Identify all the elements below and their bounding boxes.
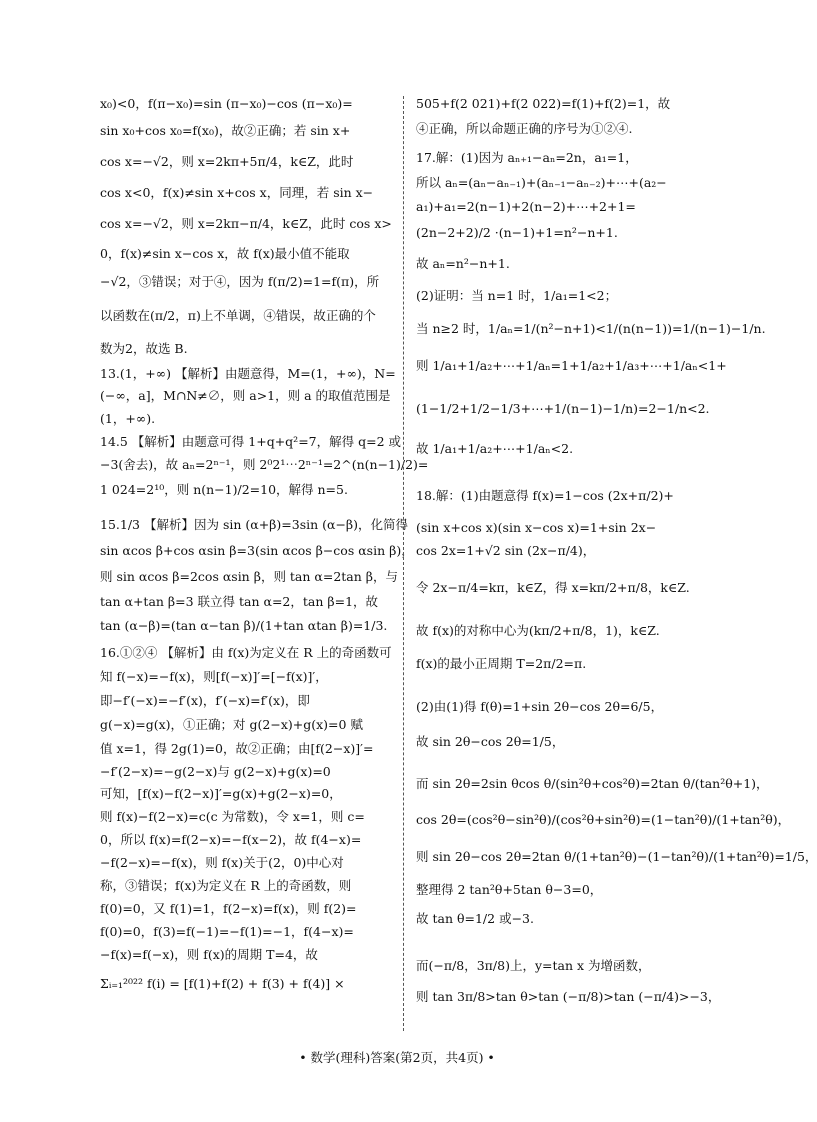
text-line: 则 sin αcos β=2cos αsin β，则 tan α=2tan β，与: [100, 569, 399, 584]
text-line: 则 sin 2θ−cos 2θ=2tan θ/(1+tan²θ)−(1−tan²θ)/(1+tan²θ)=1/5，: [416, 849, 817, 864]
text-line: 故 aₙ=n²−n+1.: [416, 256, 510, 271]
text-line: cos x<0，f(x)≠sin x+cos x，同理，若 sin x−: [100, 185, 374, 200]
text-line: ④正确，所以命题正确的序号为①②④.: [416, 121, 633, 136]
text-line: 可知，[f(x)−f(2−x)]′=g(x)+g(2−x)=0，: [100, 786, 342, 801]
text-line: Σᵢ₌₁²⁰²² f(i) = [f(1)+f(2) + f(3) + f(4)] ×: [100, 976, 345, 991]
text-line: 故 sin 2θ−cos 2θ=1/5，: [416, 734, 565, 749]
text-line: (2)由(1)得 f(θ)=1+sin 2θ−cos 2θ=6/5，: [416, 699, 664, 714]
text-line: x₀)<0，f(π−x₀)=sin (π−x₀)−cos (π−x₀)=: [100, 96, 353, 111]
text-line: tan α+tan β=3 联立得 tan α=2，tan β=1，故: [100, 594, 379, 609]
text-line: (−∞，a]，M∩N≠∅，则 a>1，则 a 的取值范围是: [100, 388, 391, 403]
text-line: cos 2θ=(cos²θ−sin²θ)/(cos²θ+sin²θ)=(1−tan²θ)/(1+tan²θ)，: [416, 812, 791, 827]
text-line: sin αcos β+cos αsin β=3(sin αcos β−cos αsin β)，: [100, 543, 414, 558]
text-line: −f′(2−x)=−g(2−x)与 g(2−x)+g(x)=0: [100, 764, 331, 779]
text-line: f(0)=0，f(3)=f(−1)=−f(1)=−1，f(4−x)=: [100, 924, 354, 939]
text-line: −√2，③错误；对于④，因为 f(π/2)=1=f(π)，所: [100, 274, 380, 289]
text-line: −f(x)=f(−x)，则 f(x)的周期 T=4，故: [100, 947, 318, 962]
column-divider: [403, 96, 404, 1031]
text-line: 505+f(2 021)+f(2 022)=f(1)+f(2)=1，故: [416, 96, 671, 111]
text-line: 故 1/a₁+1/a₂+⋯+1/aₙ<2.: [416, 441, 574, 456]
text-line: 14.5 【解析】由题意可得 1+q+q²=7，解得 q=2 或: [100, 434, 401, 449]
text-line: 整理得 2 tan²θ+5tan θ−3=0，: [416, 882, 603, 897]
text-line: 则 f(x)−f(2−x)=c(c 为常数)，令 x=1，则 c=: [100, 809, 365, 824]
text-line: (2n−2+2)/2 ·(n−1)+1=n²−n+1.: [416, 225, 618, 240]
text-line: 即−f′(−x)=−f′(x)，f′(−x)=f′(x)，即: [100, 693, 310, 708]
text-line: (sin x+cos x)(sin x−cos x)=1+sin 2x−: [416, 520, 657, 535]
text-line: g(−x)=g(x)，①正确；对 g(2−x)+g(x)=0 赋: [100, 717, 363, 732]
text-line: f(0)=0，又 f(1)=1，f(2−x)=f(x)，则 f(2)=: [100, 901, 357, 916]
text-line: (2)证明：当 n=1 时，1/a₁=1<2；: [416, 288, 618, 303]
text-line: 数为2，故选 B.: [100, 341, 188, 356]
text-line: 值 x=1，得 2g(1)=0，故②正确；由[f(2−x)]′=: [100, 741, 374, 756]
text-line: 而 sin 2θ=2sin θcos θ/(sin²θ+cos²θ)=2tan θ/(tan²θ+1)，: [416, 776, 769, 791]
page-footer: • 数学(理科)答案(第2页，共4页) •: [299, 1050, 495, 1065]
text-line: 则 1/a₁+1/a₂+⋯+1/aₙ=1+1/a₂+1/a₃+⋯+1/aₙ<1+: [416, 358, 727, 373]
text-line: 所以 aₙ=(aₙ−aₙ₋₁)+(aₙ₋₁−aₙ₋₂)+⋯+(a₂−: [416, 175, 667, 190]
text-line: 以函数在(π/2，π)上不单调，④错误，故正确的个: [100, 308, 376, 323]
text-line: 13.(1，+∞) 【解析】由题意得，M=(1，+∞)，N=: [100, 366, 396, 381]
text-line: 0，f(x)≠sin x−cos x，故 f(x)最小值不能取: [100, 246, 350, 261]
text-line: cos 2x=1+√2 sin (2x−π/4)，: [416, 543, 596, 558]
text-line: 称，③错误；f(x)为定义在 R 上的奇函数，则: [100, 878, 352, 893]
text-line: 知 f(−x)=−f(x)，则[f(−x)]′=[−f(x)]′，: [100, 669, 328, 684]
text-line: cos x=−√2，则 x=2kπ−π/4，k∈Z，此时 cos x>: [100, 216, 392, 231]
text-line: −f(2−x)=−f(x)，则 f(x)关于(2，0)中心对: [100, 855, 344, 870]
text-line: cos x=−√2，则 x=2kπ+5π/4，k∈Z，此时: [100, 154, 354, 169]
text-line: tan (α−β)=(tan α−tan β)/(1+tan αtan β)=1/3.: [100, 618, 388, 633]
text-line: 15.1/3 【解析】因为 sin (α+β)=3sin (α−β)，化简得: [100, 517, 409, 532]
text-line: 而(−π/8，3π/8)上，y=tan x 为增函数，: [416, 958, 651, 973]
text-line: f(x)的最小正周期 T=2π/2=π.: [416, 656, 587, 671]
text-line: 18.解：(1)由题意得 f(x)=1−cos (2x+π/2)+: [416, 488, 674, 503]
text-line: −3(舍去)，故 aₙ=2ⁿ⁻¹，则 2⁰2¹⋯2ⁿ⁻¹=2^(n(n−1)/2)=: [100, 457, 429, 472]
text-line: 故 f(x)的对称中心为(kπ/2+π/8，1)，k∈Z.: [416, 623, 660, 638]
text-line: (1−1/2+1/2−1/3+⋯+1/(n−1)−1/n)=2−1/n<2.: [416, 401, 710, 416]
text-line: a₁)+a₁=2(n−1)+2(n−2)+⋯+2+1=: [416, 199, 636, 214]
text-line: 1 024=2¹⁰，则 n(n−1)/2=10，解得 n=5.: [100, 482, 348, 497]
text-line: 0，所以 f(x)=f(2−x)=−f(x−2)，故 f(4−x)=: [100, 832, 362, 847]
text-line: 则 tan 3π/8>tan θ>tan (−π/8)>tan (−π/4)>−3，: [416, 989, 721, 1004]
text-line: 令 2x−π/4=kπ，k∈Z，得 x=kπ/2+π/8，k∈Z.: [416, 580, 690, 595]
text-line: 17.解：(1)因为 aₙ₊₁−aₙ=2n，a₁=1，: [416, 150, 638, 165]
text-line: 当 n≥2 时，1/aₙ=1/(n²−n+1)<1/(n(n−1))=1/(n−1)−1/n.: [416, 321, 766, 336]
text-line: sin x₀+cos x₀=f(x₀)，故②正确；若 sin x+: [100, 123, 351, 138]
text-line: 16.①②④ 【解析】由 f(x)为定义在 R 上的奇函数可: [100, 645, 392, 660]
text-line: 故 tan θ=1/2 或−3.: [416, 911, 534, 926]
text-line: (1，+∞).: [100, 411, 156, 426]
